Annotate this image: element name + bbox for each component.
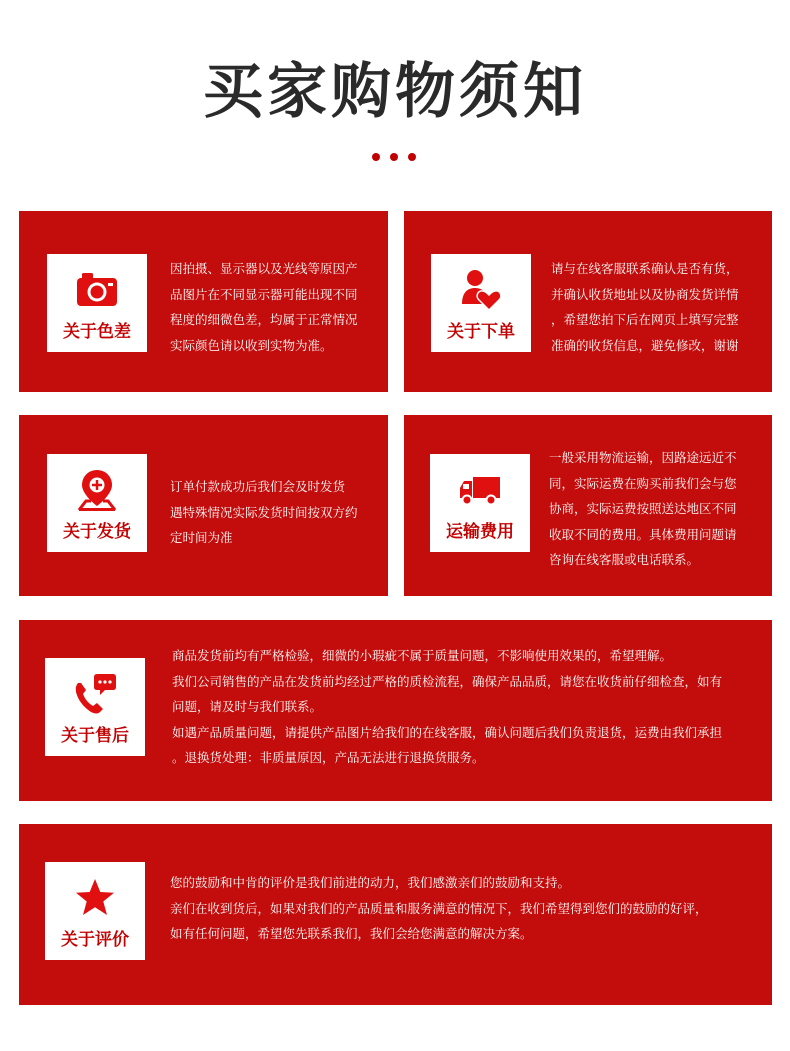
section-label: 关于评价 [61, 930, 129, 950]
section-label: 关于发货 [63, 522, 131, 542]
dot [408, 153, 416, 161]
dot [390, 153, 398, 161]
dot [372, 153, 380, 161]
freight-badge [430, 454, 530, 552]
text-line: 品图片在不同显示器可能出现不同 [170, 286, 358, 302]
color-difference-badge [47, 254, 147, 352]
text-line: 订单付款成功后我们会及时发货 [170, 479, 346, 494]
text-line: 咨询在线客服或电话联系。 [549, 552, 700, 567]
text-line: 亲们在收到货后，如果对我们的产品质量和服务满意的情况下，我们希望得到您们的鼓励的好评， [170, 900, 708, 916]
after-sale-badge [45, 658, 145, 756]
text-line: 问题，请及时与我们联系。 [172, 699, 323, 714]
location-pin-icon [75, 468, 119, 512]
text-line: 商品发货前均有严格检验，细微的小瑕疵不属于质量问题，不影响使用效果的，希望理解。 [172, 648, 673, 663]
section-text [170, 474, 384, 551]
text-line: 我们公司销售的产品在发货前均经过严格的质检流程，确保产品品质，请您在收货前仔细检查，如有 [172, 673, 723, 689]
page-title: 买家购物须知 [203, 57, 587, 127]
section-text [172, 643, 767, 771]
section-text [170, 256, 380, 358]
section-label: 关于售后 [61, 726, 129, 746]
truck-icon [458, 468, 502, 512]
section-review [19, 824, 772, 1005]
shipping-badge [47, 454, 147, 552]
text-line: 并确认收货地址以及协商发货详情 [551, 286, 739, 302]
text-line: 请与在线客服联系确认是否有货， [551, 261, 739, 276]
ordering-badge [431, 254, 531, 352]
text-line: ，希望您拍下后在网页上填写完整 [551, 312, 739, 327]
text-line: 实际颜色请以收到实物为准。 [170, 337, 333, 353]
user-heart-icon [459, 268, 503, 312]
section-text [170, 870, 765, 947]
text-line: 收取不同的费用。具体费用问题请 [549, 526, 737, 542]
section-text [549, 445, 769, 573]
section-label: 关于下单 [447, 322, 515, 342]
section-ordering [404, 211, 772, 392]
review-badge [45, 862, 145, 960]
text-line: 因拍摄、显示器以及光线等原因产 [170, 261, 358, 276]
section-label: 运输费用 [446, 522, 514, 542]
text-line: 协商，实际运费按照送达地区不同 [549, 501, 737, 516]
section-freight [404, 415, 772, 596]
text-line: 如遇产品质量问题，请提供产品图片给我们的在线客服，确认问题后我们负责退货，运费由我们承担 [172, 724, 723, 740]
text-line: 准确的收货信息，避免修改，谢谢 [551, 337, 739, 353]
section-shipping [19, 415, 388, 596]
phone-chat-icon [73, 672, 117, 716]
camera-icon [75, 268, 119, 312]
section-after-sale [19, 620, 772, 801]
star-icon [73, 876, 117, 920]
text-line: 您的鼓励和中肯的评价是我们前进的动力，我们感激亲们的鼓励和支持。 [170, 875, 571, 890]
text-line: 同，实际运费在购买前我们会与您 [549, 475, 737, 491]
text-line: 程度的细微色差，均属于正常情况 [170, 312, 358, 327]
section-label: 关于色差 [63, 322, 131, 342]
section-color-difference [19, 211, 388, 392]
text-line: 遇特殊情况实际发货时间按双方约 [170, 504, 358, 520]
text-line: 如有任何问题，希望您先联系我们，我们会给您满意的解决方案。 [170, 926, 533, 941]
section-text [551, 256, 769, 358]
title-dots-divider [370, 153, 420, 163]
text-line: 定时间为准 [170, 530, 233, 545]
text-line: 一般采用物流运输，因路途远近不 [549, 450, 737, 465]
text-line: 。退换货处理：非质量原因，产品无法进行退换货服务。 [172, 750, 485, 765]
